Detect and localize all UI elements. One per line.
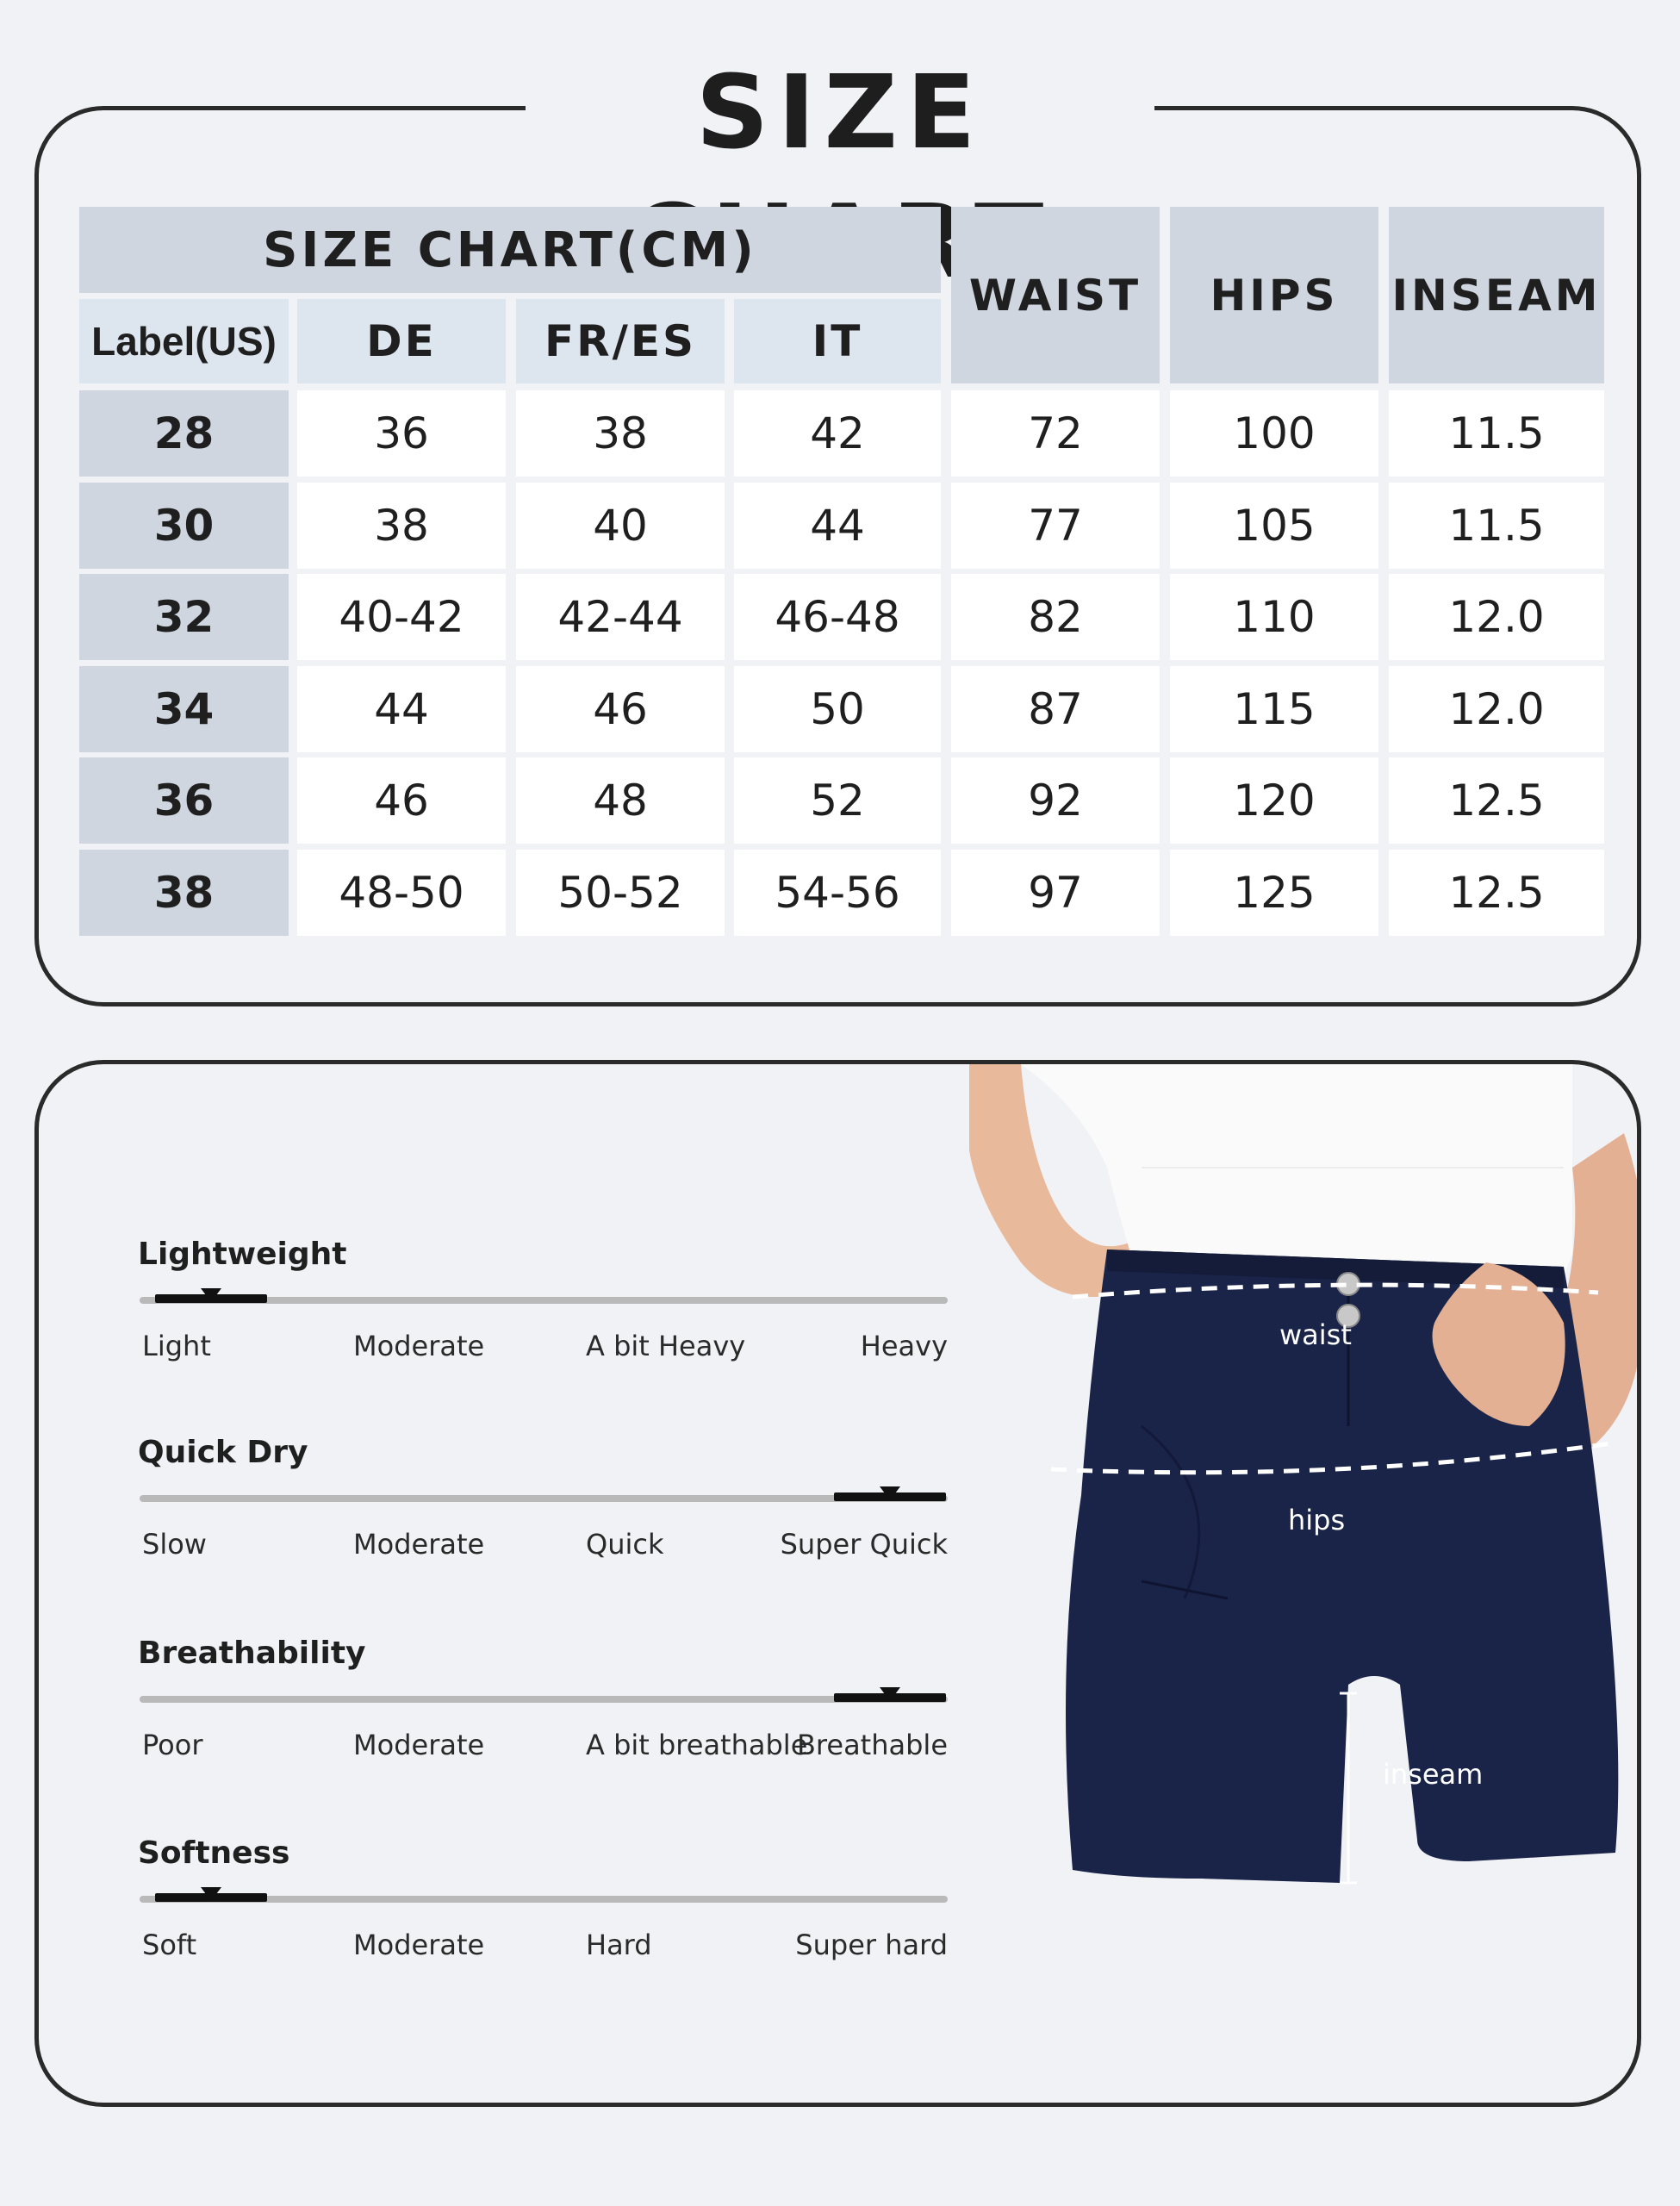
- rating-level-label: Heavy: [860, 1330, 948, 1362]
- cell-de: 46: [297, 757, 506, 844]
- rating-marker-icon: [880, 1486, 900, 1500]
- cell-hips: 120: [1170, 757, 1378, 844]
- row-label: 30: [79, 483, 289, 569]
- rating-level-label: Light: [142, 1330, 211, 1362]
- cell-hips: 110: [1170, 574, 1378, 660]
- column-header-it: IT: [734, 299, 941, 383]
- rating-level-label: Moderate: [353, 1729, 485, 1761]
- rating-level-label: A bit breathable: [586, 1729, 808, 1761]
- row-label: 32: [79, 574, 289, 660]
- rating-level-label: Super Quick: [780, 1528, 948, 1561]
- cell-waist: 72: [951, 390, 1160, 477]
- rating-marker-icon: [880, 1687, 900, 1701]
- feature-lightweight: [138, 1237, 952, 1392]
- cell-fr-es: 42-44: [516, 574, 725, 660]
- feature-softness: [138, 1835, 952, 1991]
- waist-label: waist: [1279, 1318, 1352, 1351]
- cell-waist: 77: [951, 483, 1160, 569]
- inseam-label: inseam: [1383, 1758, 1484, 1791]
- shorts-illustration: [969, 1064, 1641, 2107]
- rating-level-label: Soft: [142, 1929, 197, 1961]
- feature-quick-dry: [138, 1435, 952, 1590]
- cell-de: 40-42: [297, 574, 506, 660]
- row-label: 38: [79, 850, 289, 936]
- rating-marker-icon: [201, 1288, 221, 1302]
- feature-title: Lightweight: [138, 1237, 347, 1272]
- column-header-inseam: INSEAM: [1389, 207, 1604, 383]
- cell-hips: 125: [1170, 850, 1378, 936]
- cell-inseam: 11.5: [1389, 390, 1604, 477]
- table-group-header: SIZE CHART(CM): [79, 207, 941, 293]
- row-label: 36: [79, 757, 289, 844]
- cell-fr-es: 40: [516, 483, 725, 569]
- feature-title: Breathability: [138, 1636, 366, 1671]
- rating-track: [140, 1696, 948, 1703]
- rating-level-label: Moderate: [353, 1528, 485, 1561]
- features-panel: [34, 1060, 1641, 2107]
- cell-de: 48-50: [297, 850, 506, 936]
- cell-it: 44: [734, 483, 941, 569]
- feature-title: Quick Dry: [138, 1435, 308, 1470]
- cell-waist: 82: [951, 574, 1160, 660]
- rating-track: [140, 1495, 948, 1502]
- row-label: 28: [79, 390, 289, 477]
- feature-breathability: [138, 1636, 952, 1791]
- column-header-hips: HIPS: [1170, 207, 1378, 383]
- cell-it: 52: [734, 757, 941, 844]
- cell-fr-es: 38: [516, 390, 725, 477]
- cell-inseam: 12.0: [1389, 574, 1604, 660]
- cell-inseam: 11.5: [1389, 483, 1604, 569]
- cell-hips: 100: [1170, 390, 1378, 477]
- column-header-fr-es: FR/ES: [516, 299, 725, 383]
- cell-de: 36: [297, 390, 506, 477]
- cell-de: 44: [297, 666, 506, 752]
- cell-hips: 105: [1170, 483, 1378, 569]
- rating-level-label: Moderate: [353, 1929, 485, 1961]
- cell-fr-es: 50-52: [516, 850, 725, 936]
- column-header-de: DE: [297, 299, 506, 383]
- cell-hips: 115: [1170, 666, 1378, 752]
- rating-level-label: A bit Heavy: [586, 1330, 746, 1362]
- cell-inseam: 12.5: [1389, 757, 1604, 844]
- cell-fr-es: 48: [516, 757, 725, 844]
- cell-it: 46-48: [734, 574, 941, 660]
- cell-it: 50: [734, 666, 941, 752]
- page-title: SIZE: [526, 47, 1154, 177]
- rating-level-label: Hard: [586, 1929, 652, 1961]
- column-header-label-us: Label(US): [79, 299, 289, 383]
- product-photo: [969, 1064, 1641, 2107]
- size-table: [79, 207, 1604, 935]
- rating-level-label: Breathable: [796, 1729, 948, 1761]
- cell-waist: 87: [951, 666, 1160, 752]
- hips-label: hips: [1288, 1504, 1346, 1536]
- cell-it: 54-56: [734, 850, 941, 936]
- rating-level-label: Super hard: [795, 1929, 948, 1961]
- row-label: 34: [79, 666, 289, 752]
- cell-inseam: 12.0: [1389, 666, 1604, 752]
- cell-inseam: 12.5: [1389, 850, 1604, 936]
- cell-waist: 97: [951, 850, 1160, 936]
- cell-it: 42: [734, 390, 941, 477]
- cell-waist: 92: [951, 757, 1160, 844]
- column-header-waist: WAIST: [951, 207, 1160, 383]
- cell-de: 38: [297, 483, 506, 569]
- rating-level-label: Quick: [586, 1528, 664, 1561]
- rating-level-label: Slow: [142, 1528, 207, 1561]
- rating-marker-icon: [201, 1887, 221, 1901]
- feature-title: Softness: [138, 1835, 290, 1871]
- rating-level-label: Poor: [142, 1729, 203, 1761]
- cell-fr-es: 46: [516, 666, 725, 752]
- rating-level-label: Moderate: [353, 1330, 485, 1362]
